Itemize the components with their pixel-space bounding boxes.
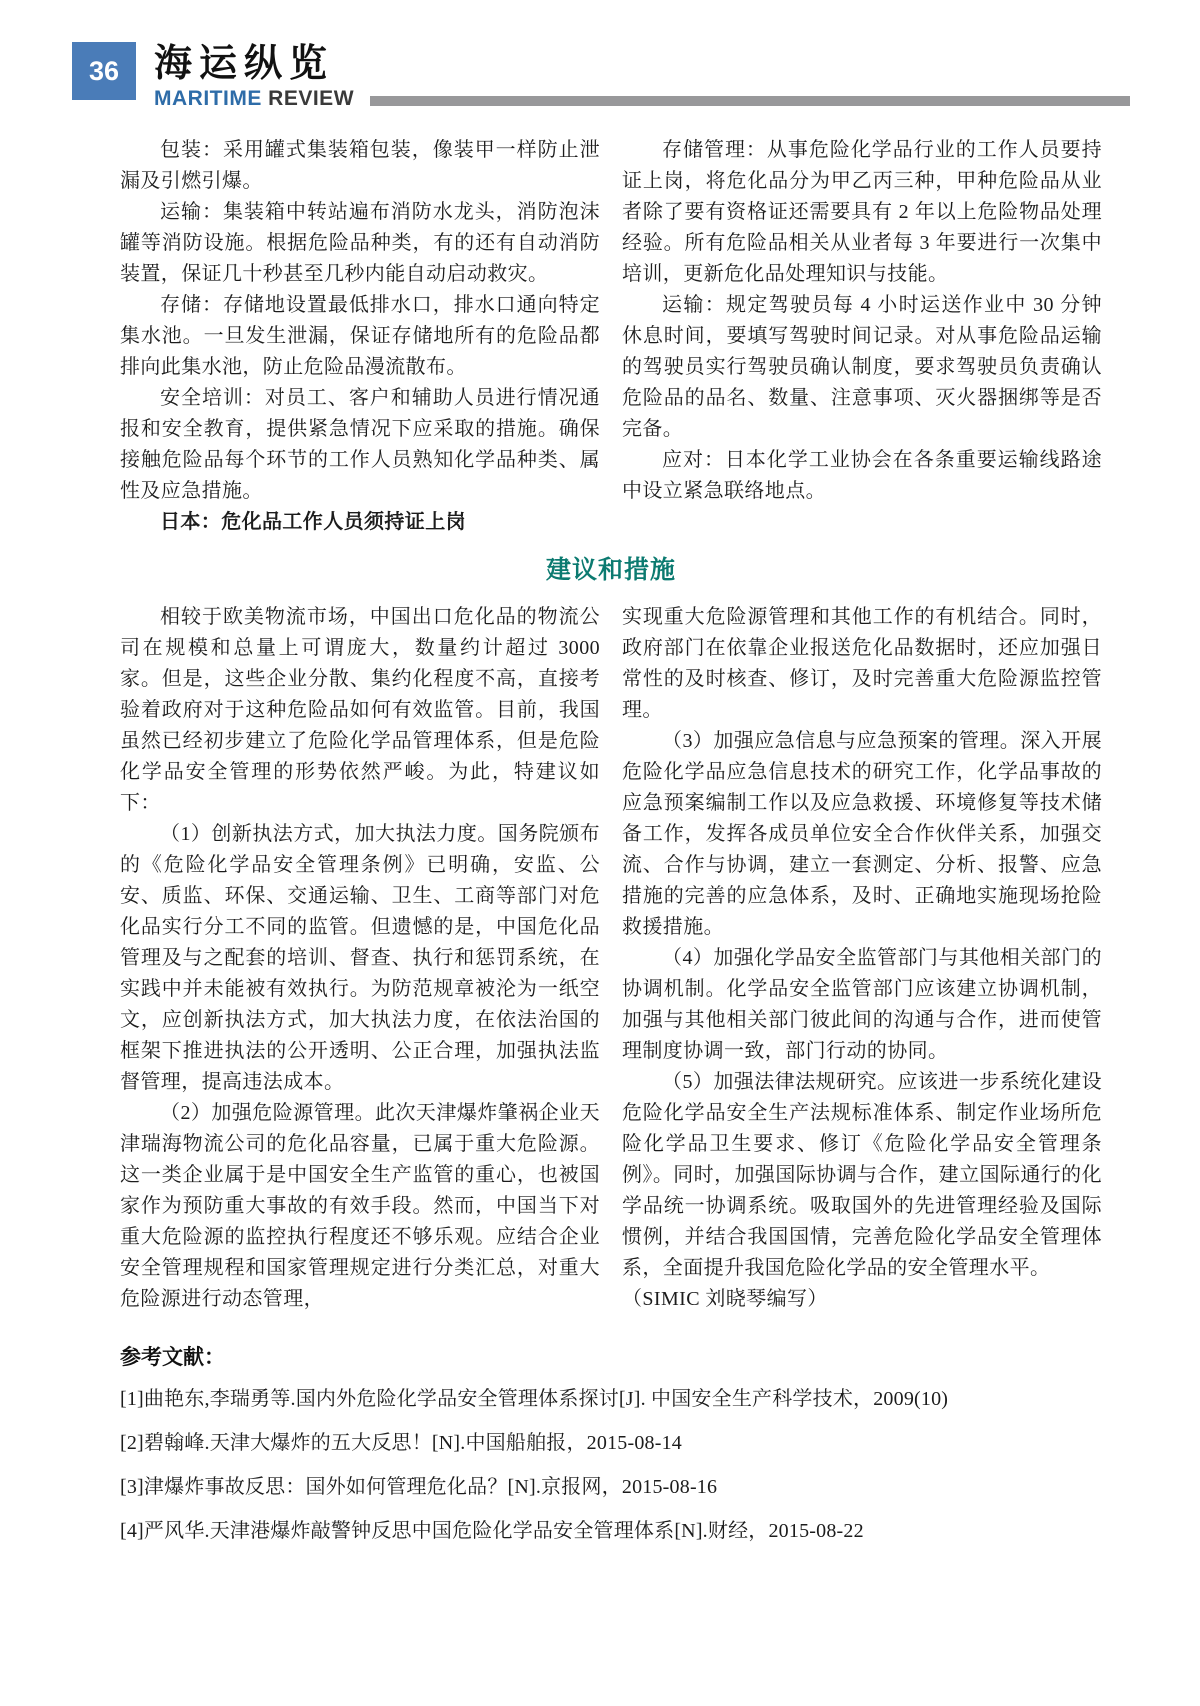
paragraph: 包装：采用罐式集装箱包装，像装甲一样防止泄漏及引燃引爆。 xyxy=(120,139,600,192)
subtitle-row xyxy=(154,87,1130,111)
reference-item: [1]曲艳东,李瑞勇等.国内外危险化学品安全管理体系探讨[J]. 中国安全生产科学技术，2009(10) xyxy=(120,1388,949,1410)
subtitle-maritime: MARITIME xyxy=(154,87,262,110)
reference-item: [3]津爆炸事故反思：国外如何管理危化品？[N].京报网，2015-08-16 xyxy=(120,1476,718,1498)
column-right xyxy=(622,602,1102,1315)
paragraph: 相较于欧美物流市场，中国出口危化品的物流公司在规模和总量上可谓庞大，数量约计超过 3000 家。但是，这些企业分散、集约化程度不高，直接考验着政府对于这种危险品如何有效监管。目前，我国虽然已经初步建立了危险化学品管理体系，但是危险化学品安全管理的形势依然严峻。为此，特建议如下： xyxy=(120,606,600,814)
article-body xyxy=(120,135,1102,1553)
paragraph: 实现重大危险源管理和其他工作的有机结合。同时，政府部门在依靠企业报送危化品数据时，还应加强日常性的及时核查、修订，及时完善重大危险源监控管理。 xyxy=(622,606,1102,721)
section-heading-suggestions: 建议和措施 xyxy=(545,556,676,584)
paragraph: 存储：存储地设置最低排水口，排水口通向特定集水池。一旦发生泄漏，保证存储地所有的危险品都排向此集水池，防止危险品漫流散布。 xyxy=(120,294,600,378)
column-left xyxy=(120,135,600,538)
paragraph: 安全培训：对员工、客户和辅助人员进行情况通报和安全教育，提供紧急情况下应采取的措施。确保接触危险品每个环节的工作人员熟知化学品种类、属性及应急措施。 xyxy=(120,387,600,502)
journal-title: 海运纵览 xyxy=(154,43,335,85)
paragraph: 存储管理：从事危险化学品行业的工作人员要持证上岗，将危化品分为甲乙丙三种，甲种危险品从业者除了要有资格证还需要具有 2 年以上危险物品处理经验。所有危险品相关从业者每 3 年要进行一次集中培训，更新危化品处理知识与技能。 xyxy=(622,139,1102,285)
header-divider-bar xyxy=(370,96,1130,106)
journal-subtitle xyxy=(154,87,354,111)
section-country-practices xyxy=(120,135,1102,538)
reference-item: [4]严风华.天津港爆炸敲警钟反思中国危险化学品安全管理体系[N].财经，2015-08-22 xyxy=(120,1520,864,1542)
paragraph: 运输：集装箱中转站遍布消防水龙头，消防泡沫罐等消防设施。根据危险品种类，有的还有自动消防装置，保证几十秒甚至几秒内能自动启动救灾。 xyxy=(120,201,600,285)
masthead xyxy=(72,42,1130,111)
column-left xyxy=(120,602,600,1315)
subtitle-review: REVIEW xyxy=(268,87,355,110)
paragraph: （1）创新执法方式，加大执法力度。国务院颁布的《危险化学品安全管理条例》已明确，安监、公安、质监、环保、交通运输、卫生、工商等部门对危化品实行分工不同的监管。但遗憾的是，中国危化品管理及与之配套的培训、督查、执行和惩罚系统，在实践中并未能被有效执行。为防范规章被沦为一纸空文，应创新执法方式，加大执法力度，在依法治国的框架下推进执法的公开透明、公正合理，加强执法监督管理，提高违法成本。 xyxy=(120,823,600,1093)
paragraph: （3）加强应急信息与应急预案的管理。深入开展危险化学品应急信息技术的研究工作，化学品事故的应急预案编制工作以及应急救援、环境修复等技术储备工作，发挥各成员单位安全合作伙伴关系，加强交流、合作与协调，建立一套测定、分析、报警、应急措施的完善的应急体系，及时、正确地实施现场抢险救援措施。 xyxy=(622,730,1102,938)
reference-item: [2]碧翰峰.天津大爆炸的五大反思！[N].中国船舶报，2015-08-14 xyxy=(120,1432,683,1454)
paragraph: 应对：日本化学工业协会在各条重要运输线路途中设立紧急联络地点。 xyxy=(622,449,1102,502)
paragraph: 运输：规定驾驶员每 4 小时运送作业中 30 分钟休息时间，要填写驾驶时间记录。对从事危险品运输的驾驶员实行驾驶员确认制度，要求驾驶员负责确认危险品的品名、数量、注意事项、灭火器捆绑等是否完备。 xyxy=(622,294,1102,440)
author-byline: （SIMIC 刘晓琴编写） xyxy=(622,1288,828,1310)
paragraph: （4）加强化学品安全监管部门与其他相关部门的协调机制。化学品安全监管部门应该建立协调机制，加强与其他相关部门彼此间的沟通与合作，进而使管理制度协调一致，部门行动的协同。 xyxy=(622,947,1102,1062)
title-block xyxy=(154,42,1130,111)
paragraph: （5）加强法律法规研究。应该进一步系统化建设危险化学品安全生产法规标准体系、制定作业场所危险化学品卫生要求、修订《危险化学品安全管理条例》。同时，加强国际协调与合作，建立国际通行的化学品统一协调系统。吸取国外的先进管理经验及国际惯例，并结合我国国情，完善危险化学品安全管理体系，全面提升我国危险化学品的安全管理水平。 xyxy=(622,1071,1102,1279)
references-section xyxy=(120,1341,1102,1553)
references-heading: 参考文献： xyxy=(120,1346,225,1369)
column-right xyxy=(622,135,1102,538)
section-suggestions xyxy=(120,602,1102,1315)
paragraph: （2）加强危险源管理。此次天津爆炸肇祸企业天津瑞海物流公司的危化品容量，已属于重大危险源。这一类企业属于是中国安全生产监管的重心，也被国家作为预防重大事故的有效手段。然而，中国当下对重大危险源的监控执行程度还不够乐观。应结合企业安全管理规程和国家管理规定进行分类汇总，对重大危险源进行动态管理， xyxy=(120,1102,600,1310)
subsection-title-japan: 日本：危化品工作人员须持证上岗 xyxy=(160,511,466,533)
page-number-badge: 36 xyxy=(72,42,136,100)
